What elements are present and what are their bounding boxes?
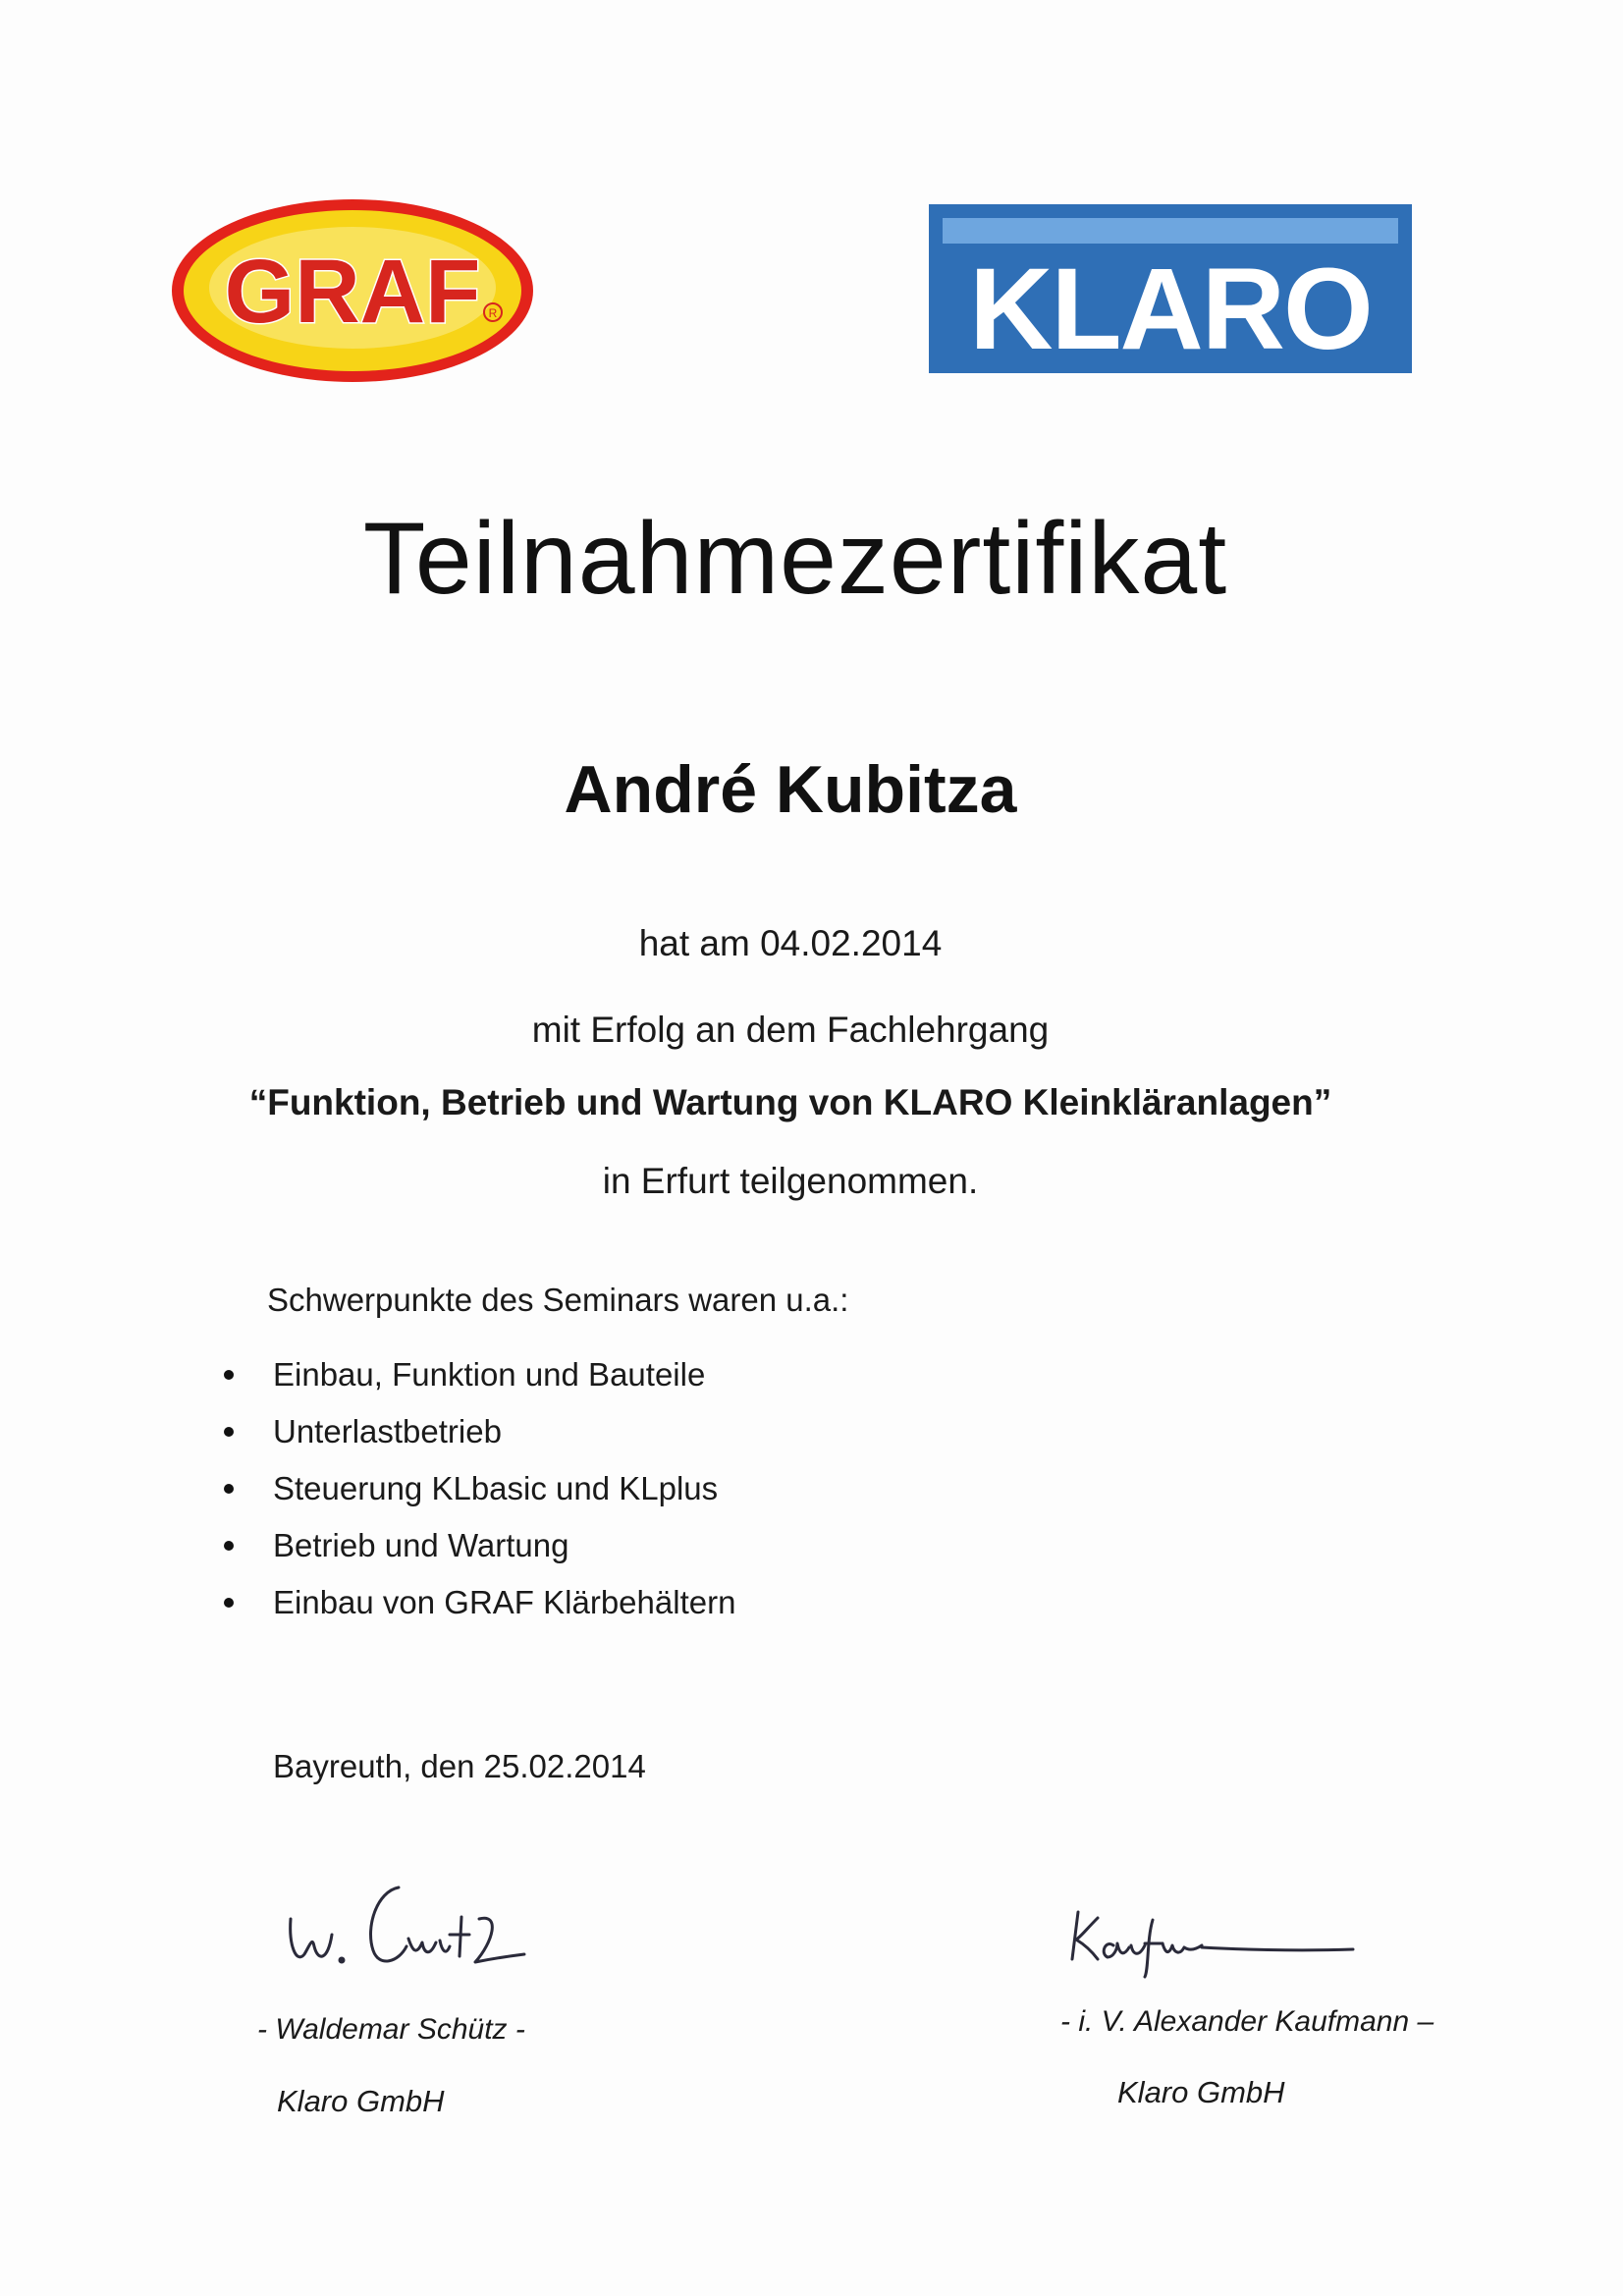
certificate-title: Teilnahmezertifikat: [362, 502, 1228, 616]
svg-text:R: R: [488, 306, 498, 320]
signature-right: [1068, 1900, 1363, 1979]
bullet-icon: [224, 1541, 234, 1551]
signer-right-company: Klaro GmbH: [1117, 2075, 1285, 2109]
list-item: Betrieb und Wartung: [216, 1524, 735, 1581]
klaro-logo-stripe: [943, 218, 1398, 244]
bullet-icon: [224, 1370, 234, 1380]
klaro-logo-text: KLARO: [969, 245, 1372, 374]
graf-logo: [169, 196, 536, 385]
klaro-logo: [929, 204, 1412, 373]
focus-intro: Schwerpunkte des Seminars waren u.a.:: [267, 1282, 849, 1318]
bullet-icon: [224, 1484, 234, 1494]
list-item: Einbau, Funktion und Bauteile: [216, 1353, 735, 1410]
signature-left: [283, 1878, 548, 1986]
participant-name: André Kubitza: [564, 752, 1017, 827]
bullet-icon: [224, 1598, 234, 1608]
place-date: Bayreuth, den 25.02.2014: [273, 1748, 646, 1784]
signer-left-name: - Waldemar Schütz -: [257, 2013, 525, 2046]
success-line: mit Erfolg an dem Fachlehrgang: [531, 1010, 1050, 1050]
bullet-icon: [224, 1427, 234, 1437]
list-item: Unterlastbetrieb: [216, 1410, 735, 1467]
course-title: “Funktion, Betrieb und Wartung von KLARO Kleinkläranlagen”: [248, 1082, 1332, 1122]
signer-left-company: Klaro GmbH: [277, 2084, 445, 2118]
list-item: Steuerung KLbasic und KLplus: [216, 1467, 735, 1524]
topics-list: [216, 1353, 735, 1638]
location-line: in Erfurt teilgenommen.: [602, 1161, 979, 1201]
signer-right-name: - i. V. Alexander Kaufmann –: [1060, 2005, 1434, 2038]
list-item: Einbau von GRAF Klärbehältern: [216, 1581, 735, 1638]
date-line: hat am 04.02.2014: [638, 923, 943, 963]
svg-text:GRAF: GRAF: [224, 242, 481, 342]
